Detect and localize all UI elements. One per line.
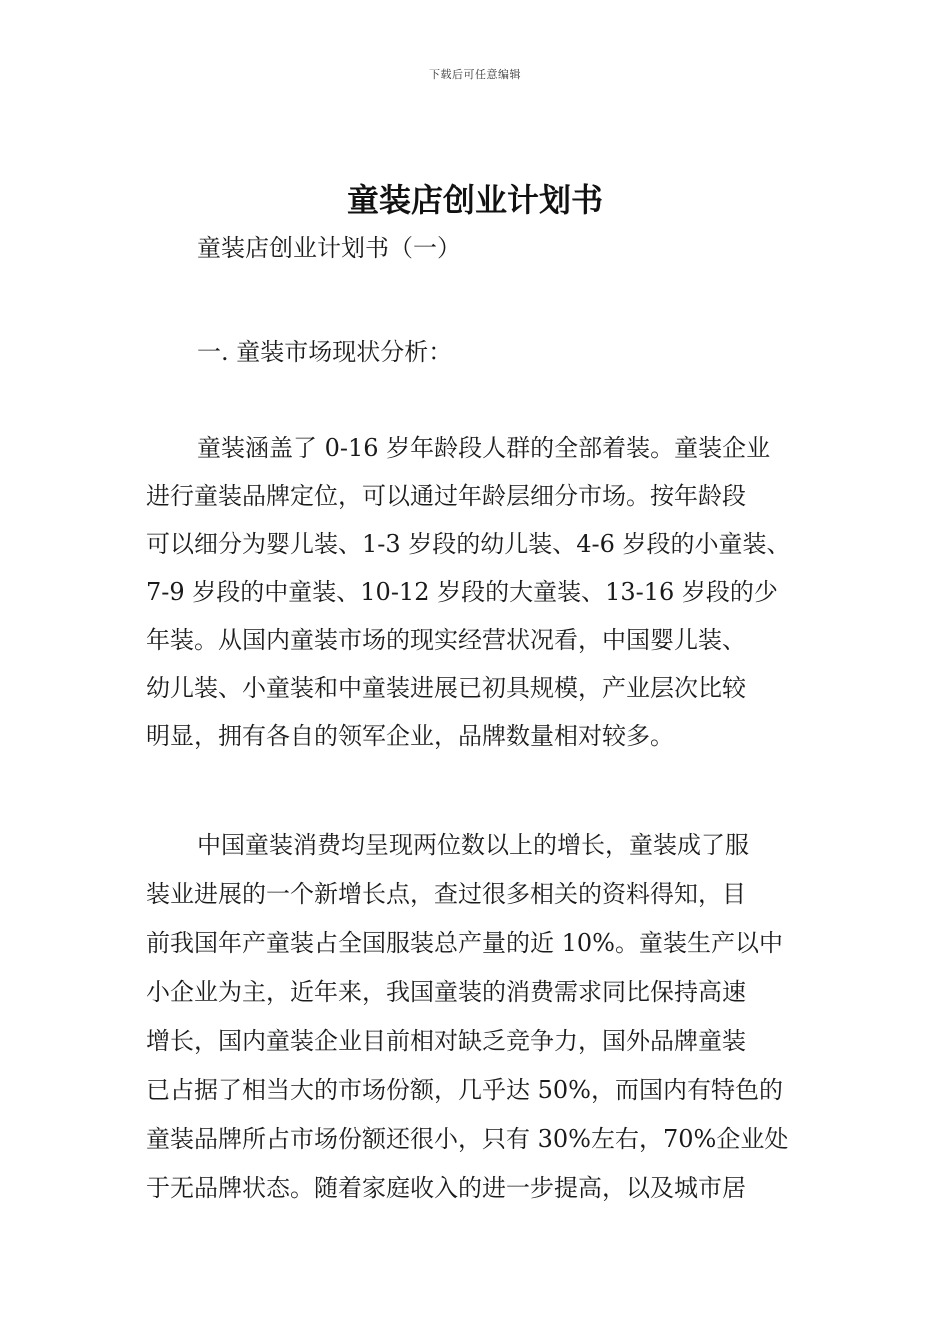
paragraph-line: 可以细分为婴儿装、1-3 岁段的幼儿装、4-6 岁段的小童装、: [146, 530, 791, 558]
paragraph-line: 年装。从国内童装市场的现实经营状况看，中国婴儿装、: [146, 626, 746, 654]
paragraph-line: 中国童装消费均呈现两位数以上的增长，童装成了服: [197, 831, 749, 859]
paragraph-line: 童装品牌所占市场份额还很小，只有 30%左右，70%企业处: [146, 1125, 789, 1153]
paragraph-line: 前我国年产童装占全国服装总产量的近 10%。童装生产以中: [146, 929, 783, 957]
header-note: 下载后可任意编辑: [429, 68, 521, 81]
paragraph-line: 童装涵盖了 0-16 岁年龄段人群的全部着装。童装企业: [197, 434, 771, 462]
document-title: 童装店创业计划书: [346, 181, 603, 219]
paragraph-line: 于无品牌状态。随着家庭收入的进一步提高，以及城市居: [146, 1174, 746, 1202]
paragraph-line: 明显，拥有各自的领军企业，品牌数量相对较多。: [146, 722, 674, 750]
section-heading: 一. 童装市场现状分析：: [197, 338, 453, 366]
paragraph-line: 7-9 岁段的中童装、10-12 岁段的大童装、13-16 岁段的少: [146, 578, 778, 606]
paragraph-line: 增长，国内童装企业目前相对缺乏竞争力，国外品牌童装: [146, 1027, 746, 1055]
paragraph-line: 小企业为主，近年来，我国童装的消费需求同比保持高速: [146, 978, 746, 1006]
paragraph-line: 已占据了相当大的市场份额，几乎达 50%，而国内有特色的: [146, 1076, 783, 1104]
paragraph-line: 幼儿装、小童装和中童装进展已初具规模，产业层次比较: [146, 674, 746, 702]
paragraph-line: 进行童装品牌定位，可以通过年龄层细分市场。按年龄段: [146, 482, 746, 510]
subtitle: 童装店创业计划书（一）: [197, 234, 461, 262]
paragraph-line: 装业进展的一个新增长点，查过很多相关的资料得知，目: [146, 880, 746, 908]
